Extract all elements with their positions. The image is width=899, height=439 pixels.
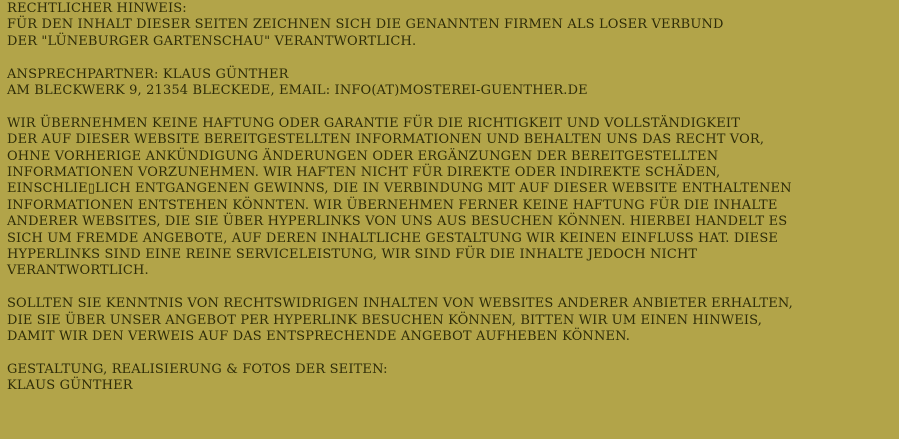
credits-heading: GESTALTUNG, REALISIERUNG & FOTOS DER SEITEN: (7, 361, 388, 377)
disclaimer-section (7, 116, 899, 280)
disclaimer-line: OHNE VORHERIGE ANKÜNDIGUNG ÄNDERUNGEN ODER ERGÄNZUNGEN DER BEREITGESTELLTEN (7, 148, 719, 164)
credits-section (7, 362, 899, 395)
legal-notice-line: FÜR DEN INHALT DIESER SEITEN ZEICHNEN SICH DIE GENANNTEN FIRMEN ALS LOSER VERBUND (7, 17, 724, 33)
contact-address: AM BLECKWERK 9, 21354 BLECKEDE, EMAIL: INFO(AT)MOSTEREI-GUENTHER.DE (7, 83, 588, 99)
disclaimer-line: INFORMATIONEN VORZUNEHMEN. WIR HAFTEN NICHT FÜR DIREKTE ODER INDIREKTE SCHÄDEN, (7, 165, 721, 181)
disclaimer-line: SICH UM FREMDE ANGEBOTE, AUF DEREN INHALTLICHE GESTALTUNG WIR KEINEN EINFLUSS HAT. DIESE (7, 230, 779, 246)
legal-notice-heading: RECHTLICHER HINWEIS: (7, 1, 187, 16)
contact-section (7, 67, 899, 100)
disclaimer-line: WIR ÜBERNEHMEN KEINE HAFTUNG ODER GARANTIE FÜR DIE RICHTIGKEIT UND VOLLSTÄNDIGKEIT (7, 115, 741, 131)
illegal-content-section (7, 296, 899, 345)
legal-notice-section (7, 1, 899, 50)
credits-name: KLAUS GÜNTHER (7, 378, 133, 394)
disclaimer-line: DER AUF DIESER WEBSITE BEREITGESTELLTEN INFORMATIONEN UND BEHALTEN UNS DAS RECHT VOR, (7, 132, 765, 148)
disclaimer-line: EINSCHLIE▯LICH ENTGANGENEN GEWINNS, DIE IN VERBINDUNG MIT AUF DIESER WEBSITE ENTHALTENEN (7, 181, 792, 197)
disclaimer-line: HYPERLINKS SIND EINE REINE SERVICELEISTUNG, WIR SIND FÜR DIE INHALTE JEDOCH NICHT (7, 247, 698, 263)
legal-notice-line: DER "LÜNEBURGER GARTENSCHAU" VERANTWORTLICH. (7, 33, 417, 49)
illegal-content-line: DIE SIE ÜBER UNSER ANGEBOT PER HYPERLINK BESUCHEN KÖNNEN, BITTEN WIR UM EINEN HINWEIS, (7, 312, 763, 328)
contact-person: ANSPRECHPARTNER: KLAUS GÜNTHER (7, 66, 289, 82)
illegal-content-line: DAMIT WIR DEN VERWEIS AUF DAS ENTSPRECHENDE ANGEBOT AUFHEBEN KÖNNEN. (7, 329, 631, 345)
disclaimer-line: INFORMATIONEN ENTSTEHEN KÖNNTEN. WIR ÜBERNEHMEN FERNER KEINE HAFTUNG FÜR DIE INHALTE (7, 197, 778, 213)
disclaimer-line: VERANTWORTLICH. (7, 263, 149, 279)
illegal-content-line: SOLLTEN SIE KENNTNIS VON RECHTSWIDRIGEN INHALTEN VON WEBSITES ANDERER ANBIETER ERHALTEN, (7, 296, 793, 312)
disclaimer-line: ANDERER WEBSITES, DIE SIE ÜBER HYPERLINKS VON UNS AUS BESUCHEN KÖNNEN. HIERBEI HANDELT ES (7, 214, 788, 230)
